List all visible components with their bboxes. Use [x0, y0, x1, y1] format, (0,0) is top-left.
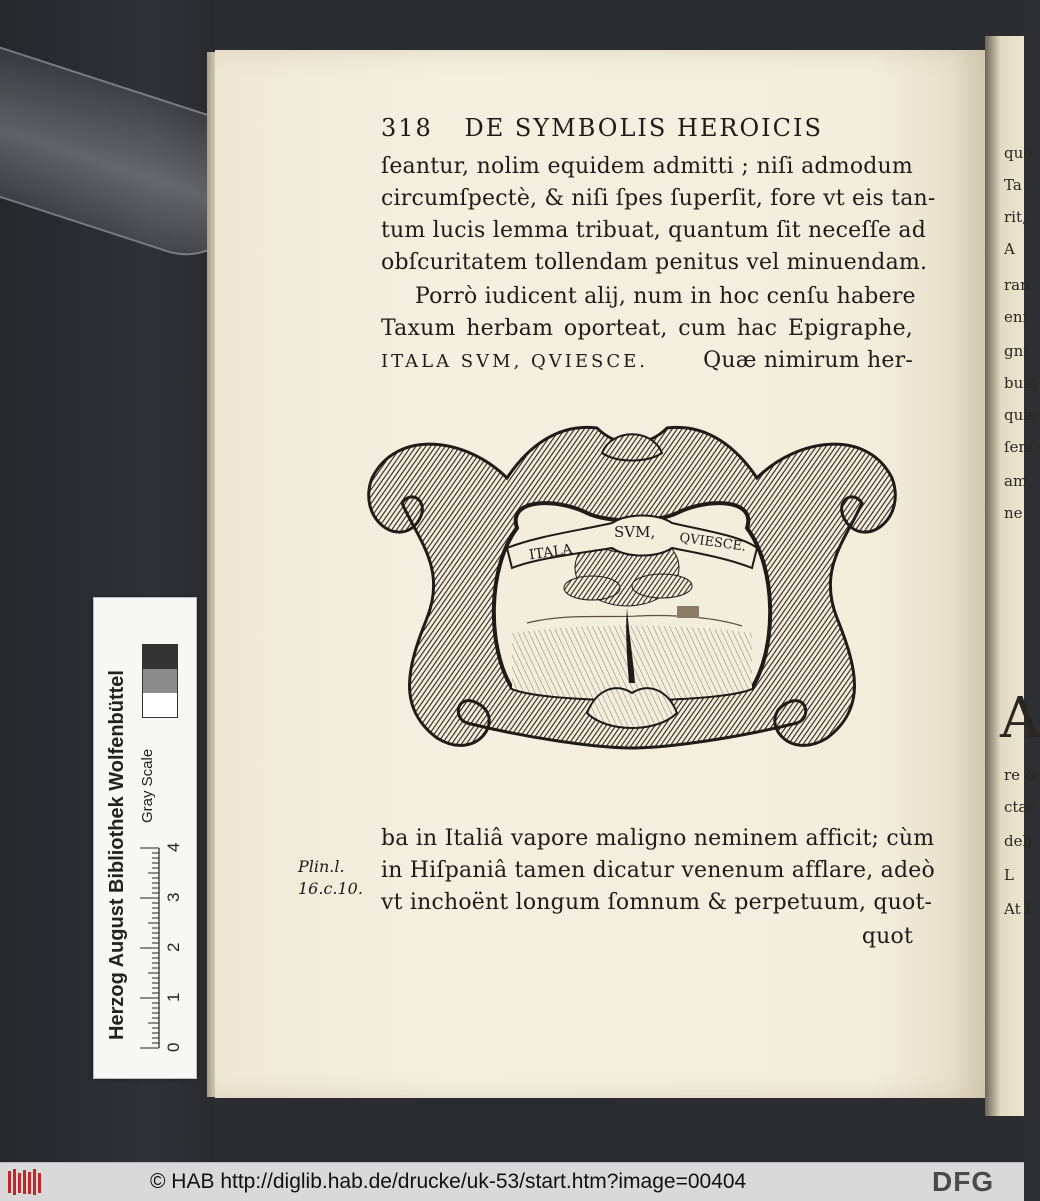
right-fragment: Ta	[1004, 176, 1022, 194]
text-line: Porrò iudicent alij, num in hoc cenſu habere	[415, 284, 916, 309]
margin-note-line: 16.c.10.	[298, 879, 363, 898]
right-fragment: bum	[1004, 374, 1038, 392]
right-fragment: re &	[1004, 766, 1039, 784]
right-fragment: ran	[1004, 276, 1030, 294]
text-line: tum lucis lemma tribuat, quantum ſit neceſſe ad	[381, 218, 927, 243]
margin-note	[298, 856, 363, 900]
motto-caps: ITALA SVM, QVIESCE.	[381, 351, 648, 372]
ruler-number: 1	[164, 992, 183, 1002]
text-line: ba in Italiâ vapore maligno neminem afficit; cùm	[381, 826, 935, 851]
distant-town	[677, 606, 699, 618]
text-line: ſeantur, nolim equidem admitti ; niſi admodum	[381, 154, 913, 179]
catchword: quot	[861, 924, 913, 949]
banner-text-top: SVM,	[614, 523, 656, 541]
right-fragment: At I	[1004, 900, 1032, 918]
right-fragment: ne	[1004, 504, 1023, 522]
ruler-number: 4	[164, 842, 183, 852]
page-header	[381, 114, 823, 142]
ruler-scale	[140, 848, 160, 1048]
library-name: Herzog August Bibliothek Wolfenbüttel	[106, 670, 128, 1040]
swatch-mid-gray	[143, 669, 177, 693]
right-fragment: ſenſ	[1004, 438, 1034, 456]
hab-logo-icon	[6, 1167, 46, 1197]
ruler-numbers	[164, 828, 186, 1052]
right-fragment: quo	[1004, 144, 1033, 162]
right-fragment: ctar	[1004, 798, 1035, 816]
bottom-shell-ornament	[587, 688, 677, 728]
gray-scale-label: Gray Scale	[139, 748, 156, 823]
ruler-number: 2	[164, 942, 183, 952]
banner-text-left: ITALA	[528, 541, 574, 564]
swatch-white	[143, 693, 177, 717]
right-page-strip	[998, 36, 1040, 1116]
text-line: circumſpectè, & niſi ſpes ſuperſit, fore vt eis tan-	[381, 186, 936, 211]
right-fragment: eni	[1004, 308, 1028, 326]
right-fragment: L	[1004, 866, 1014, 884]
footer-bar	[0, 1162, 1024, 1201]
motto-rest: Quæ nimirum her-	[703, 348, 913, 373]
running-title: DE SYMBOLIS HEROICIS	[464, 114, 823, 142]
emblem-engraving	[357, 418, 907, 778]
text-line: obſcuritatem tollendam penitus vel minuendam.	[381, 250, 928, 275]
right-fragment: rit,	[1004, 208, 1027, 226]
text-line: Taxum herbam oporteat, cum hac Epigraphe,	[381, 316, 913, 341]
right-fragment: A	[1004, 240, 1015, 258]
right-fragment: deli	[1004, 832, 1033, 850]
dfg-logo: DFG	[932, 1166, 995, 1197]
motto-line	[381, 348, 913, 373]
right-fragment: quis	[1004, 406, 1036, 424]
page-number: 318	[381, 114, 433, 142]
banner-text-right: QVIESCE.	[678, 530, 748, 555]
text-line: in Hiſpaniâ tamen dicatur venenum afflare, adeò	[381, 858, 935, 883]
gray-swatches	[142, 644, 178, 718]
margin-note-line: Plin.l.	[298, 857, 345, 876]
ruler-number: 0	[164, 1042, 183, 1052]
right-fragment: gni	[1004, 342, 1029, 360]
gray-scale-card	[93, 597, 197, 1079]
swatch-dark	[143, 645, 177, 669]
copyright-url: © HAB http://diglib.hab.de/drucke/uk-53/start.htm?image=00404	[150, 1170, 747, 1193]
right-fragment-initial: A	[1000, 686, 1040, 751]
ruler-number: 3	[164, 892, 183, 902]
text-line: vt inchoënt longum ſomnum & perpetuum, quot-	[381, 890, 933, 915]
right-fragment: am	[1004, 472, 1028, 490]
